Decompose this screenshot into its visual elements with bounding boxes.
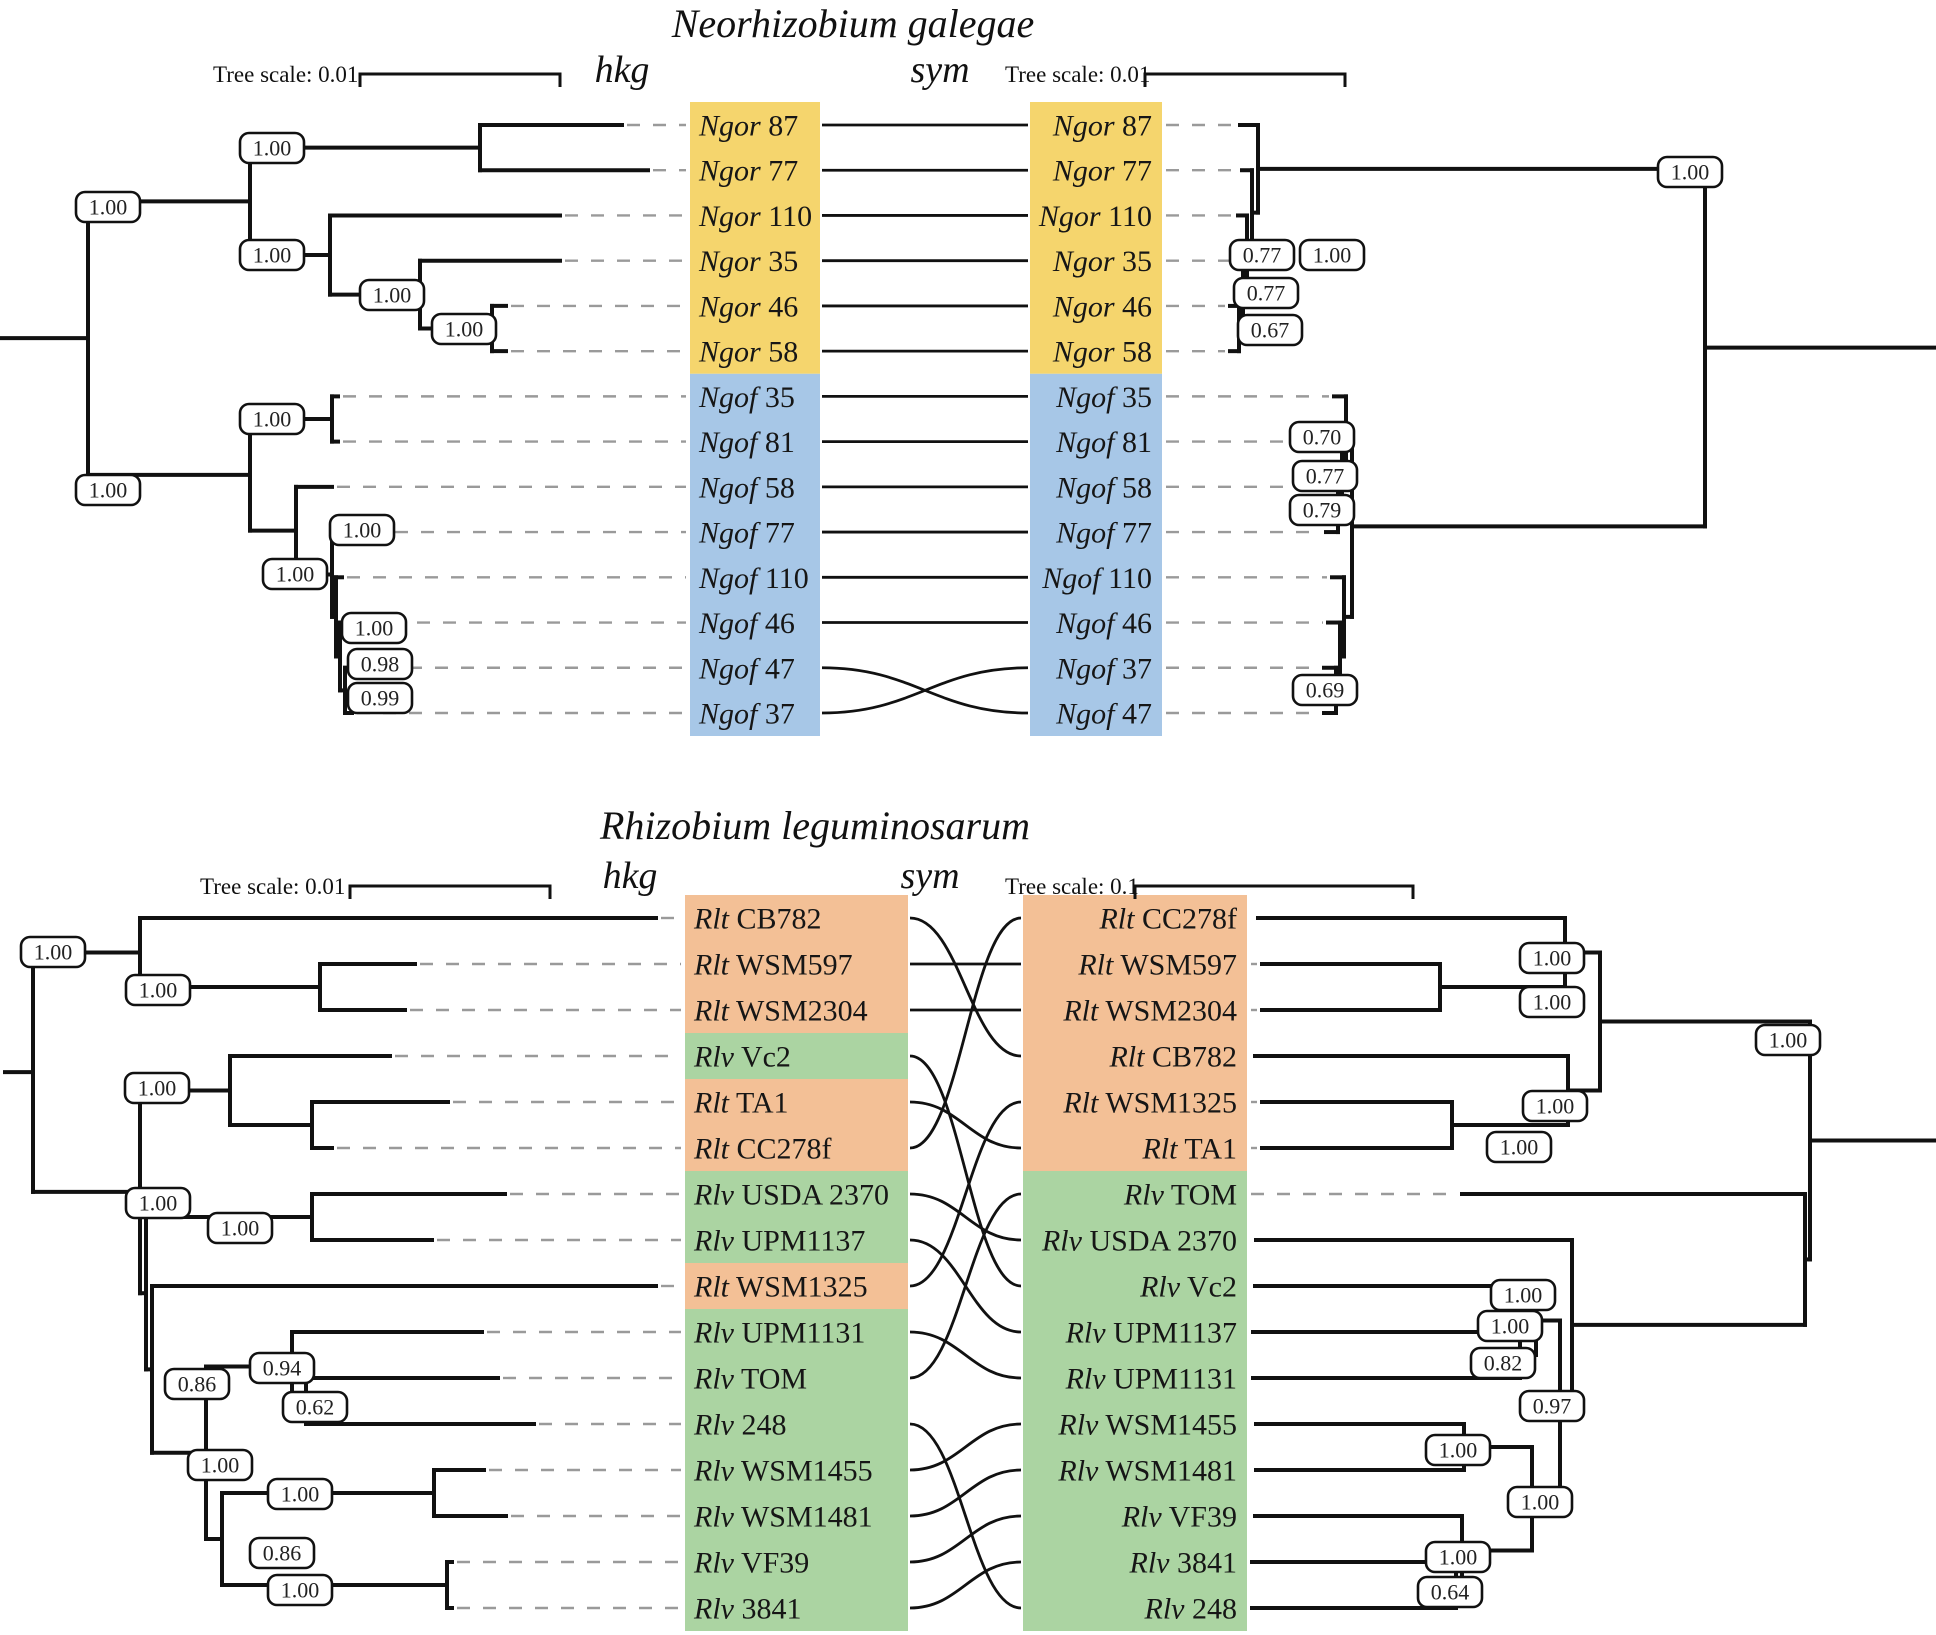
taxon-label: Ngof 37 [1056, 652, 1152, 686]
label-block [1023, 895, 1247, 1171]
taxon-label: Ngof 47 [1056, 697, 1152, 731]
support-value: 0.77 [1305, 463, 1345, 489]
support-value: 1.00 [137, 1075, 177, 1101]
taxon-label: Rlt WSM1325 [694, 1270, 868, 1304]
taxon-label: Rlt WSM597 [1078, 948, 1237, 982]
taxon-label: Rlv 3841 [1129, 1546, 1237, 1580]
support-value: 1.00 [1438, 1437, 1478, 1463]
support-value: 1.00 [280, 1577, 320, 1603]
taxon-label: Rlv WSM1455 [694, 1454, 873, 1488]
support-value: 1.00 [1499, 1134, 1539, 1160]
support-value: 1.00 [1490, 1313, 1530, 1339]
taxon-label: Rlt CB782 [1109, 1040, 1237, 1074]
taxon-label: Ngor 77 [1052, 154, 1152, 188]
tanglegram-link [910, 1470, 1021, 1516]
taxon-label: Ngof 46 [1056, 607, 1152, 641]
taxon-label: Rlv VF39 [1121, 1500, 1237, 1534]
support-value: 0.86 [262, 1540, 302, 1566]
taxon-label: Rlv TOM [694, 1362, 808, 1396]
panel1-title: Neorhizobium galegae [671, 1, 1035, 46]
scale-bar [350, 886, 550, 899]
support-value: 1.00 [1535, 1093, 1575, 1119]
taxon-label: Rlt WSM2304 [1063, 994, 1237, 1028]
taxon-label: Ngor 77 [699, 154, 799, 188]
taxon-label: Rlt CC278f [1099, 902, 1237, 936]
support-value: 0.62 [295, 1394, 335, 1420]
panel2-right-scale-label: Tree scale: 0.1 [1005, 874, 1139, 899]
support-value: 1.00 [354, 615, 394, 641]
support-value: 1.00 [342, 517, 382, 543]
support-value: 1.00 [1532, 989, 1572, 1015]
taxon-label: Rlv UPM1137 [1065, 1316, 1237, 1350]
taxon-label: Ngof 58 [699, 471, 795, 505]
taxon-label: Rlt TA1 [694, 1086, 789, 1120]
tanglegram-link [910, 1102, 1021, 1286]
taxon-label: Rlv WSM1455 [1058, 1408, 1237, 1442]
support-value: 1.00 [252, 135, 292, 161]
support-value: 1.00 [280, 1481, 320, 1507]
taxon-label: Rlv 3841 [694, 1592, 802, 1626]
taxon-label: Ngor 87 [699, 109, 799, 143]
label-block [1030, 102, 1162, 374]
taxon-label: Ngor 35 [1052, 245, 1152, 279]
panel2-hkg-header: hkg [602, 855, 658, 897]
taxon-label: Ngof 81 [699, 426, 795, 460]
taxon-label: Rlv UPM1137 [694, 1224, 866, 1258]
taxon-label: Rlv 248 [694, 1408, 787, 1442]
tanglegram-link [910, 1424, 1021, 1608]
support-value: 1.00 [138, 977, 178, 1003]
taxon-label: Ngof 37 [699, 697, 795, 731]
taxon-label: Rlt WSM597 [694, 948, 853, 982]
taxon-label: Ngof 47 [699, 652, 795, 686]
support-value: 0.77 [1242, 242, 1282, 268]
label-block [690, 102, 820, 374]
taxon-label: Rlt CC278f [694, 1132, 832, 1166]
taxon-label: Ngor 110 [699, 199, 813, 233]
taxon-label: Rlv VF39 [694, 1546, 810, 1580]
support-value: 1.00 [220, 1215, 260, 1241]
taxon-label: Rlv Vc2 [694, 1040, 791, 1074]
panel1-hkg-header: hkg [594, 49, 650, 91]
taxon-label: Ngof 77 [1056, 516, 1152, 550]
support-value: 1.00 [1532, 945, 1572, 971]
taxon-label: Rlv USDA 2370 [694, 1178, 890, 1212]
taxon-label: Ngof 46 [699, 607, 795, 641]
support-value: 1.00 [252, 406, 292, 432]
panel1-left-scale-label: Tree scale: 0.01 [213, 62, 359, 87]
support-value: 1.00 [1670, 159, 1710, 185]
taxon-label: Ngor 58 [1052, 335, 1152, 369]
taxon-label: Ngor 87 [1052, 109, 1152, 143]
taxon-label: Rlv Vc2 [1140, 1270, 1237, 1304]
support-value: 1.00 [33, 939, 73, 965]
support-value: 1.00 [1503, 1282, 1543, 1308]
support-value: 1.00 [1768, 1027, 1808, 1053]
support-value: 0.98 [360, 651, 400, 677]
support-value: 1.00 [138, 1190, 178, 1216]
taxon-label: Ngof 35 [1056, 380, 1152, 414]
taxon-label: Rlv 248 [1144, 1592, 1237, 1626]
support-value: 0.99 [360, 685, 400, 711]
support-value: 1.00 [444, 316, 484, 342]
support-value: 0.79 [1302, 497, 1342, 523]
support-value: 0.94 [262, 1355, 302, 1381]
support-value: 1.00 [1438, 1544, 1478, 1570]
panel2-title: Rhizobium leguminosarum [600, 803, 1030, 848]
tanglegram-link [910, 918, 1021, 1148]
taxon-label: Rlv TOM [1123, 1178, 1237, 1212]
panel2-left-scale-label: Tree scale: 0.01 [200, 874, 346, 899]
support-value: 1.00 [372, 282, 412, 308]
taxon-label: Ngor 35 [699, 245, 799, 279]
tanglegram-link [910, 1056, 1021, 1286]
taxon-label: Rlt TA1 [1142, 1132, 1237, 1166]
support-value: 1.00 [1312, 242, 1352, 268]
taxon-label: Ngor 58 [699, 335, 799, 369]
tanglegram-link [910, 1194, 1021, 1378]
taxon-label: Ngof 81 [1056, 426, 1152, 460]
support-value: 1.00 [88, 194, 128, 220]
support-value: 0.82 [1483, 1350, 1523, 1376]
support-value: 0.77 [1246, 280, 1286, 306]
support-value: 1.00 [88, 477, 128, 503]
support-value: 0.86 [177, 1371, 217, 1397]
taxon-label: Ngof 35 [699, 380, 795, 414]
taxon-label: Rlt CB782 [694, 902, 822, 936]
support-value: 0.67 [1250, 317, 1290, 343]
taxon-label: Rlv WSM1481 [694, 1500, 873, 1534]
support-value: 0.64 [1430, 1579, 1470, 1605]
taxon-label: Rlt WSM1325 [1063, 1086, 1237, 1120]
taxon-label: Rlt WSM2304 [694, 994, 868, 1028]
scale-bar [1145, 74, 1345, 87]
panel1-sym-header: sym [910, 49, 970, 91]
support-value: 0.97 [1532, 1393, 1572, 1419]
panel2-sym-header: sym [900, 855, 960, 897]
tanglegram-link [910, 1516, 1021, 1562]
taxon-label: Ngof 77 [699, 516, 795, 550]
taxon-label: Ngor 46 [699, 290, 799, 324]
taxon-label: Rlv USDA 2370 [1041, 1224, 1237, 1258]
panel1-right-scale-label: Tree scale: 0.01 [1005, 62, 1151, 87]
taxon-label: Ngof 58 [1056, 471, 1152, 505]
taxon-label: Ngor 110 [1038, 199, 1152, 233]
support-value: 0.69 [1305, 677, 1345, 703]
taxon-label: Rlv UPM1131 [694, 1316, 866, 1350]
taxon-label: Ngor 46 [1052, 290, 1152, 324]
taxon-label: Ngof 110 [699, 561, 809, 595]
tanglegram-link [822, 668, 1028, 713]
support-value: 1.00 [1520, 1489, 1560, 1515]
support-value: 1.00 [252, 242, 292, 268]
taxon-label: Rlv UPM1131 [1065, 1362, 1237, 1396]
scale-bar [360, 74, 560, 87]
support-value: 0.70 [1302, 424, 1342, 450]
support-value: 1.00 [275, 561, 315, 587]
taxon-label: Ngof 110 [1042, 561, 1152, 595]
support-value: 1.00 [200, 1452, 240, 1478]
taxon-label: Rlv WSM1481 [1058, 1454, 1237, 1488]
